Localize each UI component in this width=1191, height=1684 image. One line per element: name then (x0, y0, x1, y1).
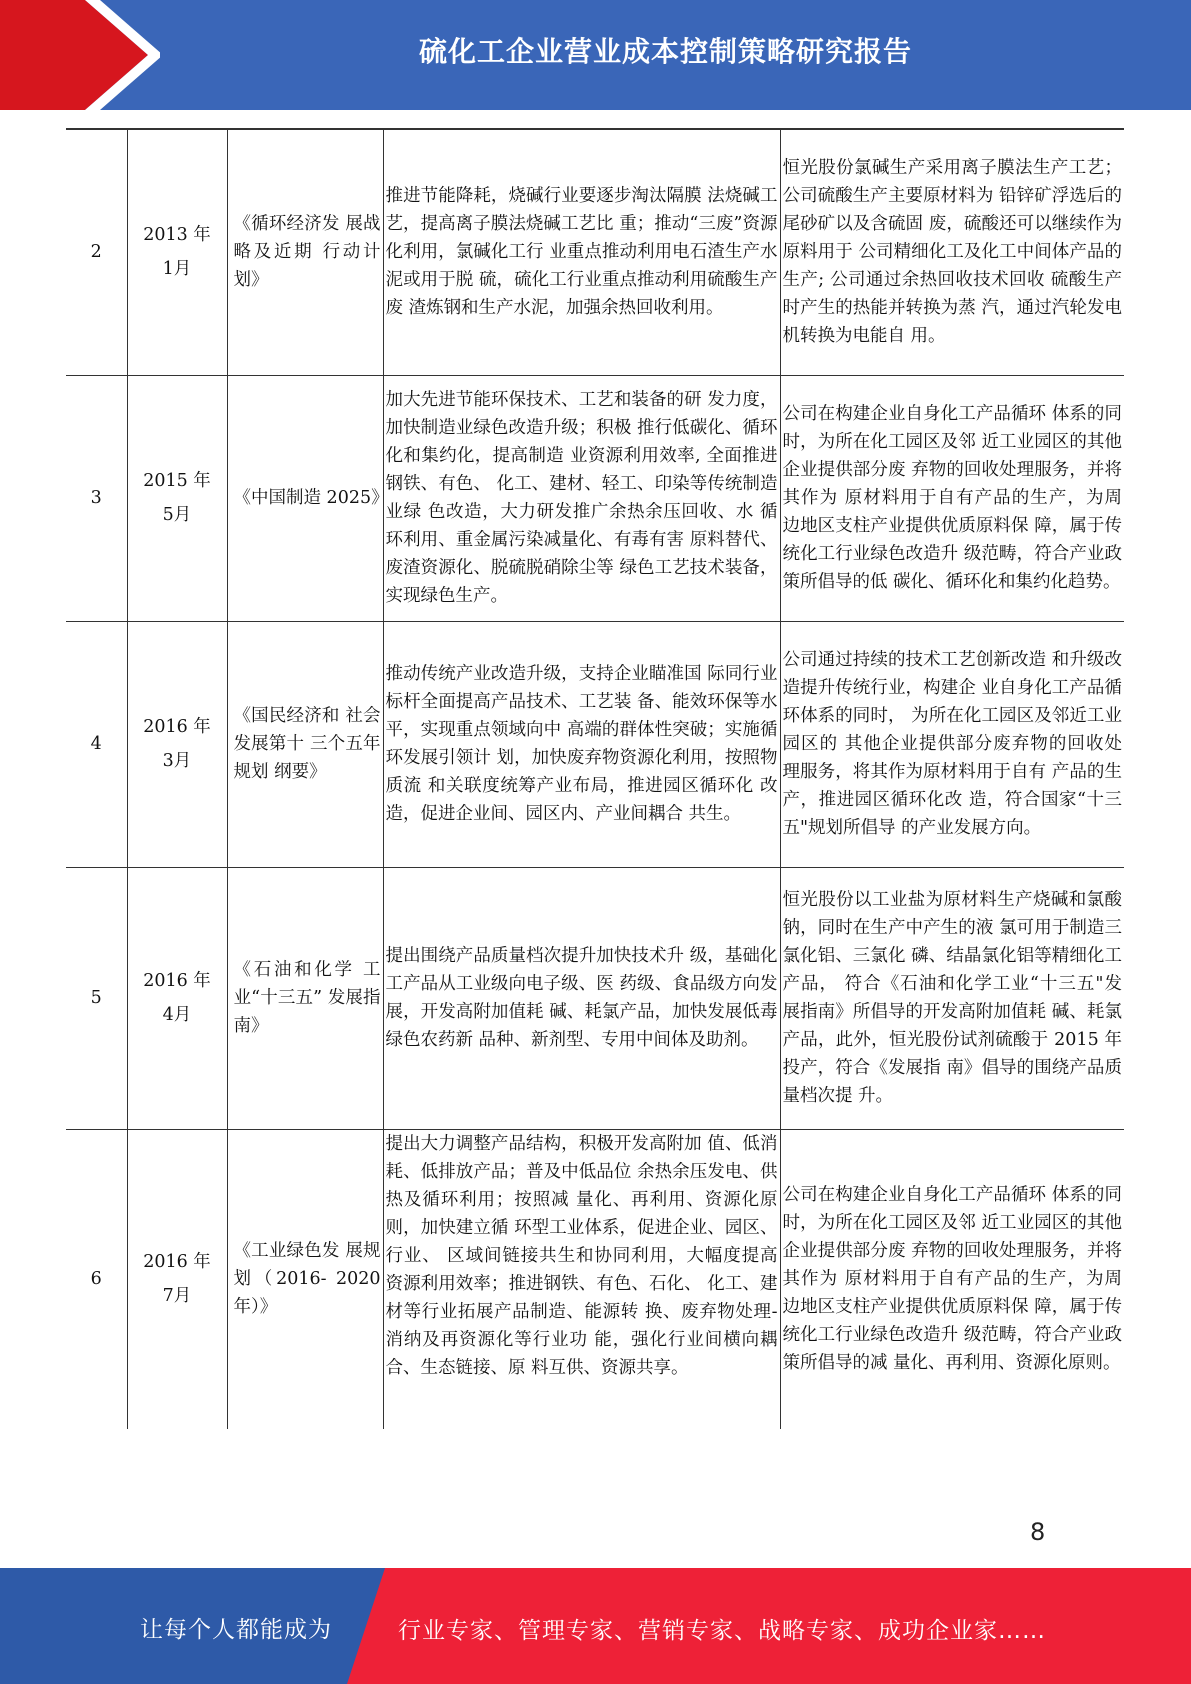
row-number: 4 (66, 621, 127, 867)
page-header (0, 0, 1191, 110)
policy-content: 加大先进节能环保技术、工艺和装备的研 发力度，加快制造业绿色改造升级；积极 推行低碳化、循环化和集约化，提高制造 业资源利用效率, 全面推进钢铁、有色、 化工、建材、轻工、印染等传统制造业绿 色改造，大力研发推广余热余压回收、水 循环利用、重金属污染减量化、有毒有害 原料替代、废渣资源化、脱硫脱硝除尘等 绿色工艺技术装备，实现绿色生产。 (383, 375, 780, 621)
policy-content: 推进节能降耗，烧碱行业要逐步淘汰隔膜 法烧碱工艺，提高离子膜法烧碱工艺比 重；推动“三废”资源化利用，氯碱化工行 业重点推动利用电石渣生产水泥或用于脱 硫，硫化工行业重点推动利用硫酸生产废 渣炼钢和生产水泥，加强余热回收利用。 (383, 129, 780, 375)
policy-document: 《国民经济和 社会发展第十 三个五年规划 纲要》 (227, 621, 383, 867)
policy-document: 《石油和化学 工业“十三五” 发展指南》 (227, 867, 383, 1129)
issue-date: 2016 年 7月 (127, 1129, 227, 1429)
footer-slogan-lead: 让每个人都能成为 (140, 1617, 332, 1643)
issue-date: 2015 年 5月 (127, 375, 227, 621)
company-relevance: 恒光股份氯碱生产采用离子膜法生产工艺；公司硫酸生产主要原材料为 铅锌矿浮选后的尾砂矿以及含硫固 废，硫酸还可以继续作为原料用于 公司精细化工及化工中间体产品的 生产; 公司通过余热回收技术回收 硫酸生产时产生的热能并转换为蒸 汽，通过汽轮发电机转换为电能自 用。 (780, 129, 1124, 375)
company-relevance: 恒光股份以工业盐为原材料生产烧碱和氯酸钠，同时在生产中产生的液 氯可用于制造三氯化铝、三氯化 磷、结晶氯化铝等精细化工产品， 符合《石油和化学工业“十三五"发 展指南》所倡导的开发高附加值耗 碱、耗氯产品，此外，恒光股份试剂硫酸于 2015 年投产，符合《发展指 南》倡导的围绕产品质量档次提 升。 (780, 867, 1124, 1129)
report-title: 硫化工企业营业成本控制策略研究报告 (418, 35, 912, 68)
policy-content: 提出围绕产品质量档次提升加快技术升 级，基础化工产品从工业级向电子级、医 药级、食品级方向发展，开发高附加值耗 碱、耗氯产品，加快发展低毒绿色农药新 品种、新剂型、专用中间体及助剂。 (383, 867, 780, 1129)
issue-date: 2016 年 3月 (127, 621, 227, 867)
policy-document: 《工业绿色发 展规划（2016- 2020 年）》 (227, 1129, 383, 1429)
policy-document: 《循环经济发 展战略及近期 行动计划》 (227, 129, 383, 375)
row-number: 6 (66, 1129, 127, 1429)
table-row (66, 867, 1124, 1129)
row-number: 2 (66, 129, 127, 375)
issue-date: 2013 年 1月 (127, 129, 227, 375)
company-relevance: 公司通过持续的技术工艺创新改造 和升级改造提升传统行业，构建企 业自身化工产品循环体系的同时， 为所在化工园区及邻近工业园区的 其他企业提供部分废弃物的回收处 理服务，将其作为原材料用于自有 产品的生产，推进园区循环化改 造，符合国家“十三五"规划所倡导 的产业发展方向。 (780, 621, 1124, 867)
table-row (66, 1129, 1124, 1429)
policy-document: 《中国制造 2025》 (227, 375, 383, 621)
footer-slogan-roles: 行业专家、管理专家、营销专家、战略专家、成功企业家…… (398, 1618, 1046, 1644)
table-row (66, 129, 1124, 375)
policy-content: 推动传统产业改造升级，支持企业瞄准国 际同行业标杆全面提高产品技术、工艺装 备、能效环保等水平，实现重点领域向中 高端的群体性突破；实施循环发展引领计 划，加快废弃物资源化利用，按照物质流 和关联度统筹产业布局，推进园区循环化 改造，促进企业间、园区内、产业间耦合 共生。 (383, 621, 780, 867)
page-number: 8 (1030, 1518, 1046, 1546)
table-row (66, 375, 1124, 621)
row-number: 5 (66, 867, 127, 1129)
page-footer (0, 1568, 1191, 1684)
company-relevance: 公司在构建企业自身化工产品循环 体系的同时，为所在化工园区及邻 近工业园区的其他企业提供部分废 弃物的回收处理服务，并将其作为 原材料用于自有产品的生产，为周 边地区支柱产业提供优质原料保 障，属于传统化工行业绿色改造升 级范畴，符合产业政策所倡导的减 量化、再利用、资源化原则。 (780, 1129, 1124, 1429)
policy-content: 提出大力调整产品结构，积极开发高附加 值、低消耗、低排放产品；普及中低品位 余热余压发电、供热及循环利用；按照减 量化、再利用、资源化原则，加快建立循 环型工业体系，促进企业、园区、行业、 区域间链接共生和协同利用，大幅度提高 资源利用效率；推进钢铁、有色、石化、 化工、建材等行业拓展产品制造、能源转 换、废弃物处理-消纳及再资源化等行业功 能，强化行业间横向耦合、生态链接、原 料互供、资源共享。 (383, 1129, 780, 1429)
table-row (66, 621, 1124, 867)
company-relevance: 公司在构建企业自身化工产品循环 体系的同时，为所在化工园区及邻 近工业园区的其他企业提供部分废 弃物的回收处理服务，并将其作为 原材料用于自有产品的生产，为周 边地区支柱产业提供优质原料保 障，属于传统化工行业绿色改造升 级范畴，符合产业政策所倡导的低 碳化、循环化和集约化趋势。 (780, 375, 1124, 621)
header-chevron-icon (0, 0, 160, 110)
policy-table (66, 128, 1124, 1429)
issue-date: 2016 年 4月 (127, 867, 227, 1129)
row-number: 3 (66, 375, 127, 621)
